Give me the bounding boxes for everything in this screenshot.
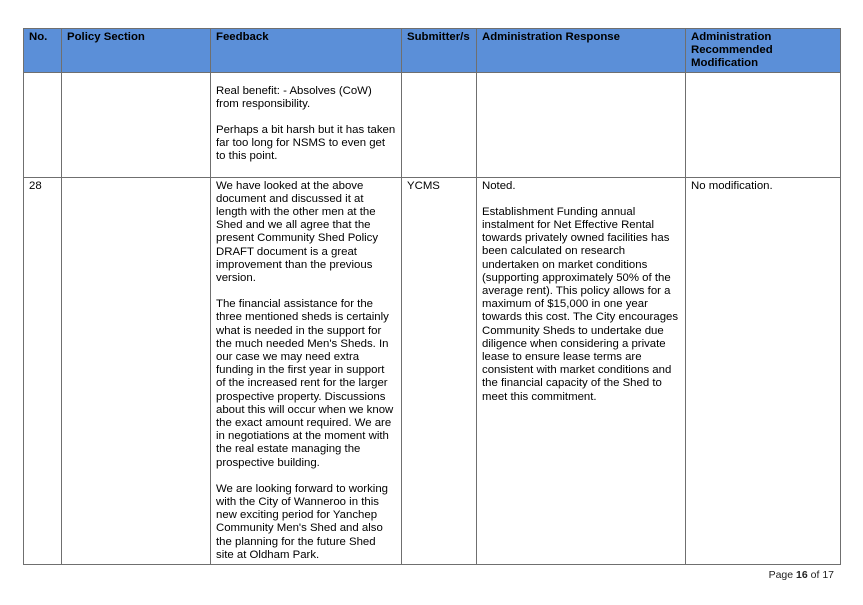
cell-submitters: YCMS bbox=[402, 177, 477, 564]
of-word: of bbox=[810, 569, 820, 581]
response-paragraph: Establishment Funding annual instalment for Net Effective Rental towards privately owned facilities has been calculated on research undertaken on market conditions (supporting approximately 50% of the average rent). This policy allows for a maximum of $15,000 in one year towards this cost. The City encourages Community Sheds to undertake due diligence when considering a private lease to ensure lease terms are consistent with market conditions and the financial capacity of the Shed to meet this commitment. bbox=[482, 205, 679, 403]
cell-submitters bbox=[402, 72, 477, 177]
feedback-paragraph: The financial assistance for the three mentioned sheds is certainly what is needed in the support for the much needed Men's Sheds. In our case we may need extra funding in the first year in support of the increased rent for the larger prospective property. Discussions about this will occur when we know the exact amount required. We are in negotiations at the moment with the real estate managing the prospective building. bbox=[216, 298, 394, 469]
feedback-paragraph: We are looking forward to working with the City of Wanneroo in this new exciting period for Yanchep Community Men's Shed and also the planning for the future Shed site at Oldham Park. bbox=[216, 482, 388, 561]
feedback-paragraph: We have looked at the above document and discussed it at length with the other men at the Shed and we all agree that the present Community Shed Policy DRAFT document is a great improvement than the previous version. bbox=[216, 179, 379, 285]
header-admin-modification: Administration Recommended Modification bbox=[686, 29, 841, 73]
header-admin-response: Administration Response bbox=[477, 29, 686, 73]
table-row-continued bbox=[24, 72, 841, 177]
cell-policy-section bbox=[62, 177, 211, 564]
response-paragraph: Noted. bbox=[482, 179, 516, 192]
page-word: Page bbox=[768, 569, 794, 581]
cell-admin-response bbox=[477, 72, 686, 177]
feedback-paragraph: Real benefit: - Absolves (CoW) from responsibility. bbox=[216, 84, 372, 110]
cell-policy-section bbox=[62, 72, 211, 177]
cell-feedback bbox=[211, 177, 402, 564]
header-no: No. bbox=[24, 29, 62, 73]
header-submitters: Submitter/s bbox=[402, 29, 477, 73]
submissions-table bbox=[23, 28, 841, 565]
table-header-row bbox=[24, 29, 841, 73]
cell-no bbox=[24, 72, 62, 177]
total-pages: 17 bbox=[822, 569, 834, 581]
current-page: 16 bbox=[796, 569, 808, 581]
page-number bbox=[769, 569, 834, 581]
cell-admin-modification bbox=[686, 72, 841, 177]
header-feedback: Feedback bbox=[211, 29, 402, 73]
cell-no: 28 bbox=[24, 177, 62, 564]
table-row-28 bbox=[24, 177, 841, 564]
cell-admin-modification: No modification. bbox=[686, 177, 841, 564]
feedback-paragraph: Perhaps a bit harsh but it has taken far too long for NSMS to even get to this point. bbox=[216, 124, 396, 163]
cell-admin-response bbox=[477, 177, 686, 564]
header-policy-section: Policy Section bbox=[62, 29, 211, 73]
cell-feedback bbox=[211, 72, 402, 177]
